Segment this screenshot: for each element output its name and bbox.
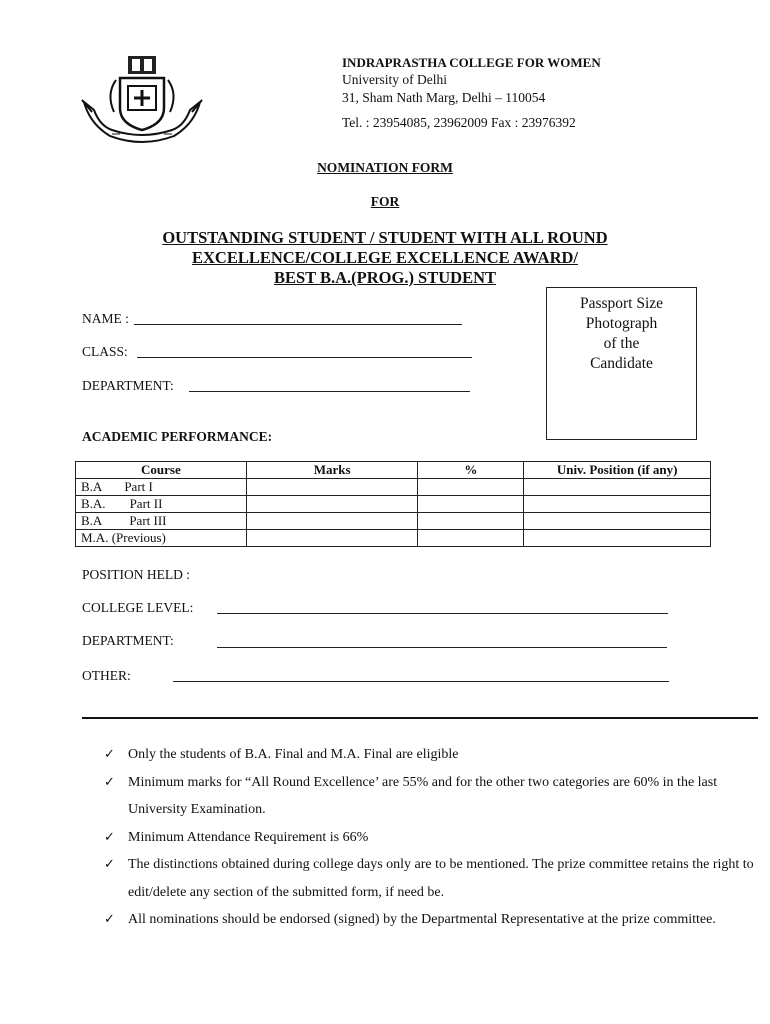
photo-box-line: Candidate [590,355,653,372]
note-text: The distinctions obtained during college days only are to be mentioned. The prize committee retains the right to edit/delete any section of the submitted form, if need be. [128,857,754,900]
course-cell [76,530,247,547]
college-level-field[interactable] [217,613,668,614]
course-part: Part II [129,496,163,511]
percent-cell[interactable] [418,496,524,513]
position-department-field[interactable] [217,647,667,648]
other-field[interactable] [173,681,669,682]
position-department-label: DEPARTMENT: [82,633,174,648]
table-row [76,530,711,547]
checkmark-icon: ✓ [104,829,115,845]
class-label: CLASS: [82,344,128,359]
college-name: INDRAPRASTHA COLLEGE FOR WOMEN [342,55,601,70]
list-item [104,824,760,852]
position-held-heading: POSITION HELD : [82,567,190,582]
note-text: All nominations should be endorsed (signed) by the Departmental Representative at the prize committee. [128,912,716,927]
column-header-univ-position: Univ. Position (if any) [524,462,711,479]
course-part: Part III [129,513,167,528]
other-label: OTHER: [82,668,131,683]
name-field[interactable] [134,324,462,325]
marks-cell[interactable] [246,530,418,547]
course-name: B.A. [81,496,106,511]
photo-box-line: of the [603,335,640,352]
percent-cell[interactable] [418,513,524,530]
photo-box-line: Photograph [585,315,658,332]
photo-box-line: Passport Size [579,295,664,312]
table-row [76,513,711,530]
note-text: Minimum Attendance Requirement is 66% [128,829,369,845]
name-label: NAME : [82,311,129,326]
checkmark-icon: ✓ [104,912,115,927]
checkmark-icon: ✓ [104,774,115,790]
marks-cell[interactable] [246,496,418,513]
column-header-percent: % [418,462,524,479]
univ-position-cell[interactable] [524,496,711,513]
college-crest-icon [80,50,204,146]
table-row [76,496,711,513]
percent-cell[interactable] [418,530,524,547]
column-header-marks: Marks [246,462,418,479]
university-name: University of Delhi [342,72,447,87]
marks-cell[interactable] [246,513,418,530]
award-title [0,228,770,288]
course-name: B.A [81,479,103,494]
class-field[interactable] [137,357,472,358]
univ-position-cell[interactable] [524,530,711,547]
award-title-line: EXCELLENCE/COLLEGE EXCELLENCE AWARD/ [191,248,578,267]
academic-performance-table [75,461,711,547]
department-field[interactable] [189,391,470,392]
award-title-line: BEST B.A.(PROG.) STUDENT [273,268,497,287]
course-cell [76,479,247,496]
section-divider [82,717,758,719]
table-header-row [76,462,711,479]
course-cell [76,496,247,513]
marks-cell[interactable] [246,479,418,496]
course-name: M.A. (Previous) [81,530,166,545]
univ-position-cell[interactable] [524,479,711,496]
table-row [76,479,711,496]
univ-position-cell[interactable] [524,513,711,530]
form-title: NOMINATION FORM [317,160,453,175]
passport-photo-box[interactable] [546,287,697,440]
list-item [104,906,760,934]
list-item [104,769,760,824]
checkmark-icon: ✓ [104,747,115,762]
list-item [104,851,760,906]
college-address: 31, Sham Nath Marg, Delhi – 110054 [342,90,546,105]
note-text: Only the students of B.A. Final and M.A. Final are eligible [128,747,459,762]
note-text: Minimum marks for “All Round Excellence’ are 55% and for the other two categories are 60% in the last University Examination. [128,774,718,817]
course-name: B.A [81,513,103,528]
award-title-line: OUTSTANDING STUDENT / STUDENT WITH ALL ROUND [162,228,608,247]
list-item [104,741,760,769]
academic-performance-heading: ACADEMIC PERFORMANCE: [82,429,273,444]
course-cell [76,513,247,530]
eligibility-notes [104,741,760,934]
percent-cell[interactable] [418,479,524,496]
course-part: Part I [124,479,153,494]
college-level-label: COLLEGE LEVEL: [82,600,194,615]
department-label: DEPARTMENT: [82,378,174,393]
form-for: FOR [370,194,400,209]
checkmark-icon: ✓ [104,857,115,872]
column-header-course: Course [76,462,247,479]
college-contact: Tel. : 23954085, 23962009 Fax : 23976392 [342,115,576,130]
